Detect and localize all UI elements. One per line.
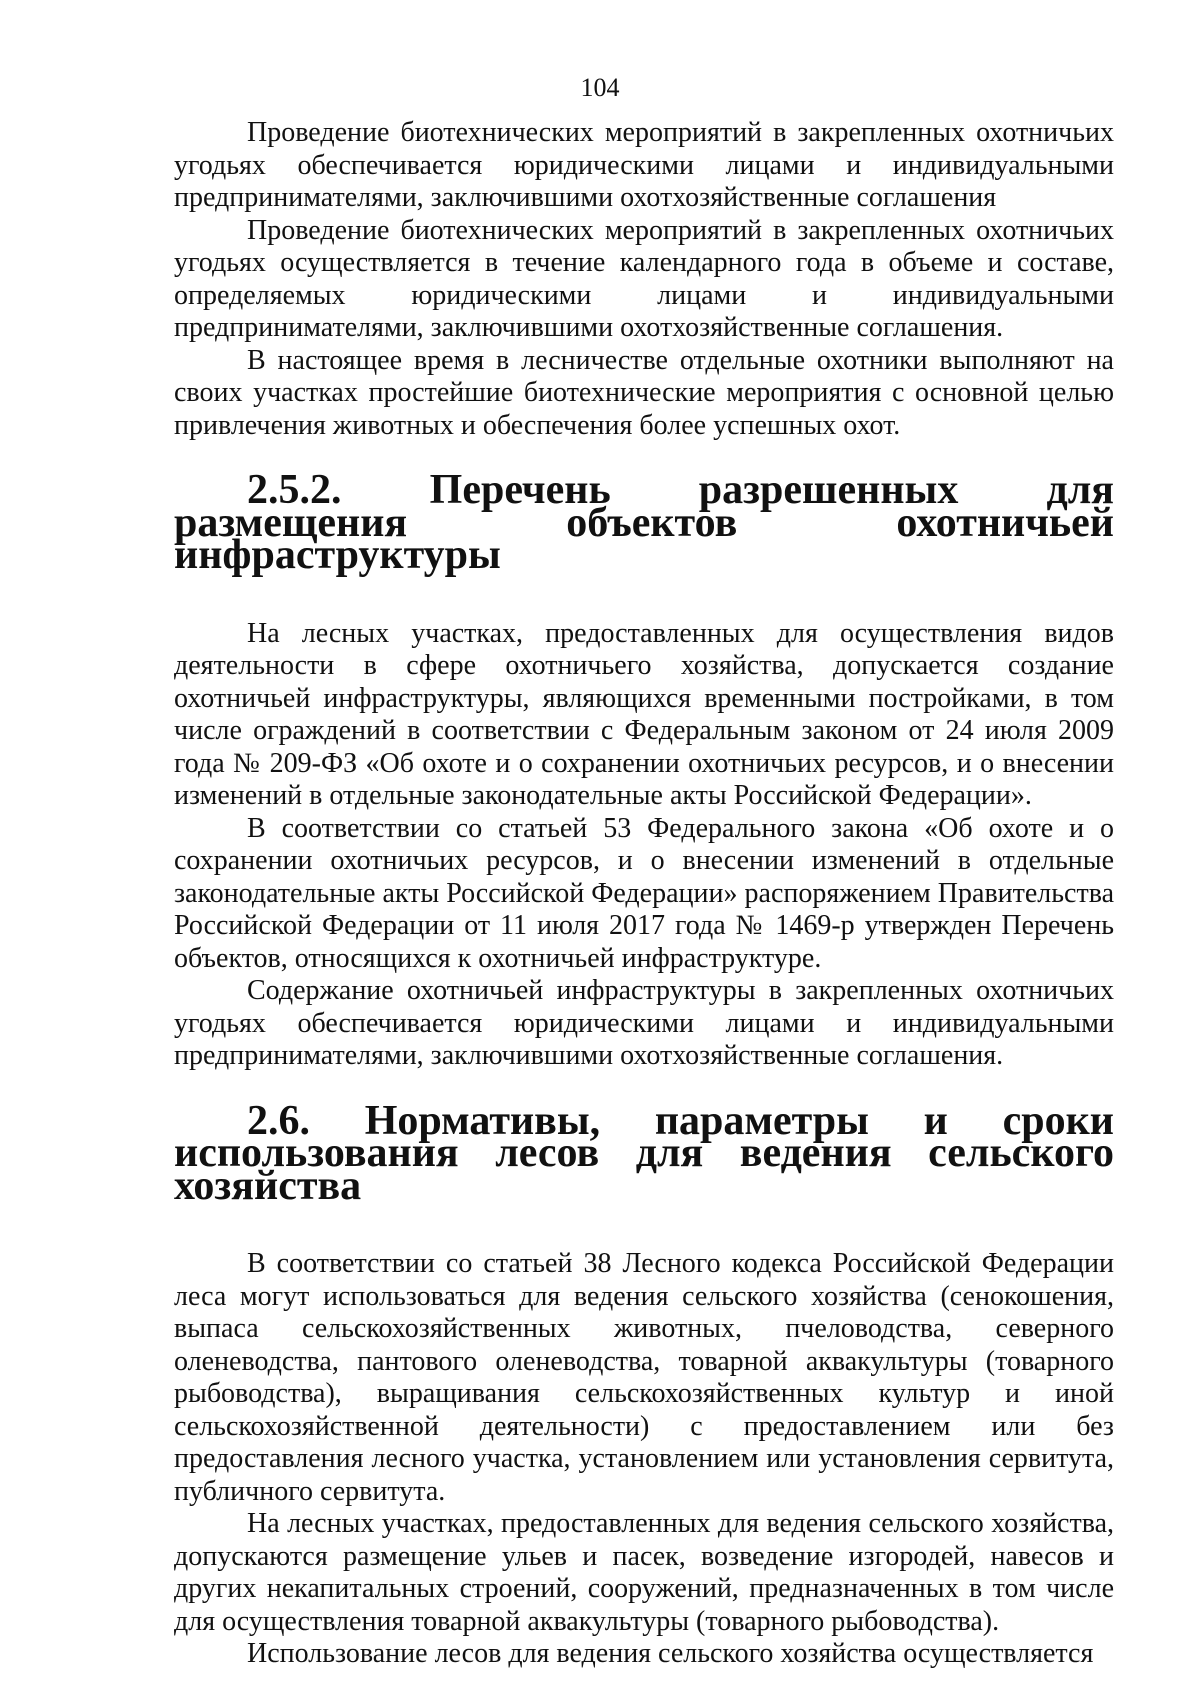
paragraph: В соответствии со статьей 38 Лесного кодекса Российской Федерации леса могут использоваться для ведения сельского хозяйства (сенокошения, выпаса сельскохозяйственных животных, пчеловодства, северного оленеводства, пантового оленеводства, товарной аквакультуры (товарного рыбоводства), выращивания сельскохозяйственных культур и иной сельскохозяйственной деятельности) с предоставлением или без предоставления лесного участка, установлением или установления сервитута, публичного сервитута.	[174, 1248, 1114, 1507]
paragraph: Использование лесов для ведения сельского хозяйства осуществляется	[247, 1638, 1094, 1669]
paragraph: Содержание охотничьей инфраструктуры в закрепленных охотничьих угодьях обеспечивается юридическими лицами и индивидуальными предпринимателями, заключившими охотхозяйственные соглашения.	[174, 975, 1114, 1071]
document-body	[174, 117, 1114, 1671]
paragraph: На лесных участках, предоставленных для осуществления видов деятельности в сфере охотничьего хозяйства, допускается создание охотничьей инфраструктуры, являющихся временными постройками, в том числе ограждений в соответствии с Федеральным законом от 24 июля 2009 года № 209-ФЗ «Об охоте и о сохранении охотничьих ресурсов, и о внесении изменений в отдельные законодательные акты Российской Федерации».	[174, 617, 1114, 811]
paragraph: В настоящее время в лесничестве отдельные охотники выполняют на своих участках простейшие биотехнические мероприятия с основной целью привлечения животных и обеспечения более успешных охот.	[174, 344, 1114, 441]
paragraph: В соответствии со статьей 53 Федерального закона «Об охоте и о сохранении охотничьих ресурсов, и о внесении изменений в отдельные законодательные акты Российской Федерации» распоряжением Правительства Российской Федерации от 11 июля 2017 года № 1469-р утвержден Перечень объектов, относящихся к охотничьей инфраструктуре.	[174, 812, 1114, 974]
paragraph: Проведение биотехнических мероприятий в закрепленных охотничьих угодьях осуществляется в течение календарного года в объеме и составе, определяемых юридическими лицами и индивидуальными предпринимателями, заключившими охотхозяйственные соглашения.	[174, 214, 1114, 343]
page-number: 104	[580, 73, 620, 102]
paragraph: На лесных участках, предоставленных для ведения сельского хозяйства, допускаются размещение ульев и пасек, возведение изгородей, навесов и других некапитальных строений, сооружений, предназначенных в том числе для осуществления товарной аквакультуры (товарного рыбоводства).	[174, 1508, 1114, 1637]
section-heading: 2.6. Нормативы, параметры и сроки использования лесов для ведения сельского хозяйства	[174, 1097, 1114, 1209]
paragraph: Проведение биотехнических мероприятий в закрепленных охотничьих угодьях обеспечивается юридическими лицами и индивидуальными предпринимателями, заключившими охотхозяйственные соглашения	[174, 117, 1114, 213]
section-heading: 2.5.2. Перечень разрешенных для размещения объектов охотничьей инфраструктуры	[174, 467, 1114, 578]
